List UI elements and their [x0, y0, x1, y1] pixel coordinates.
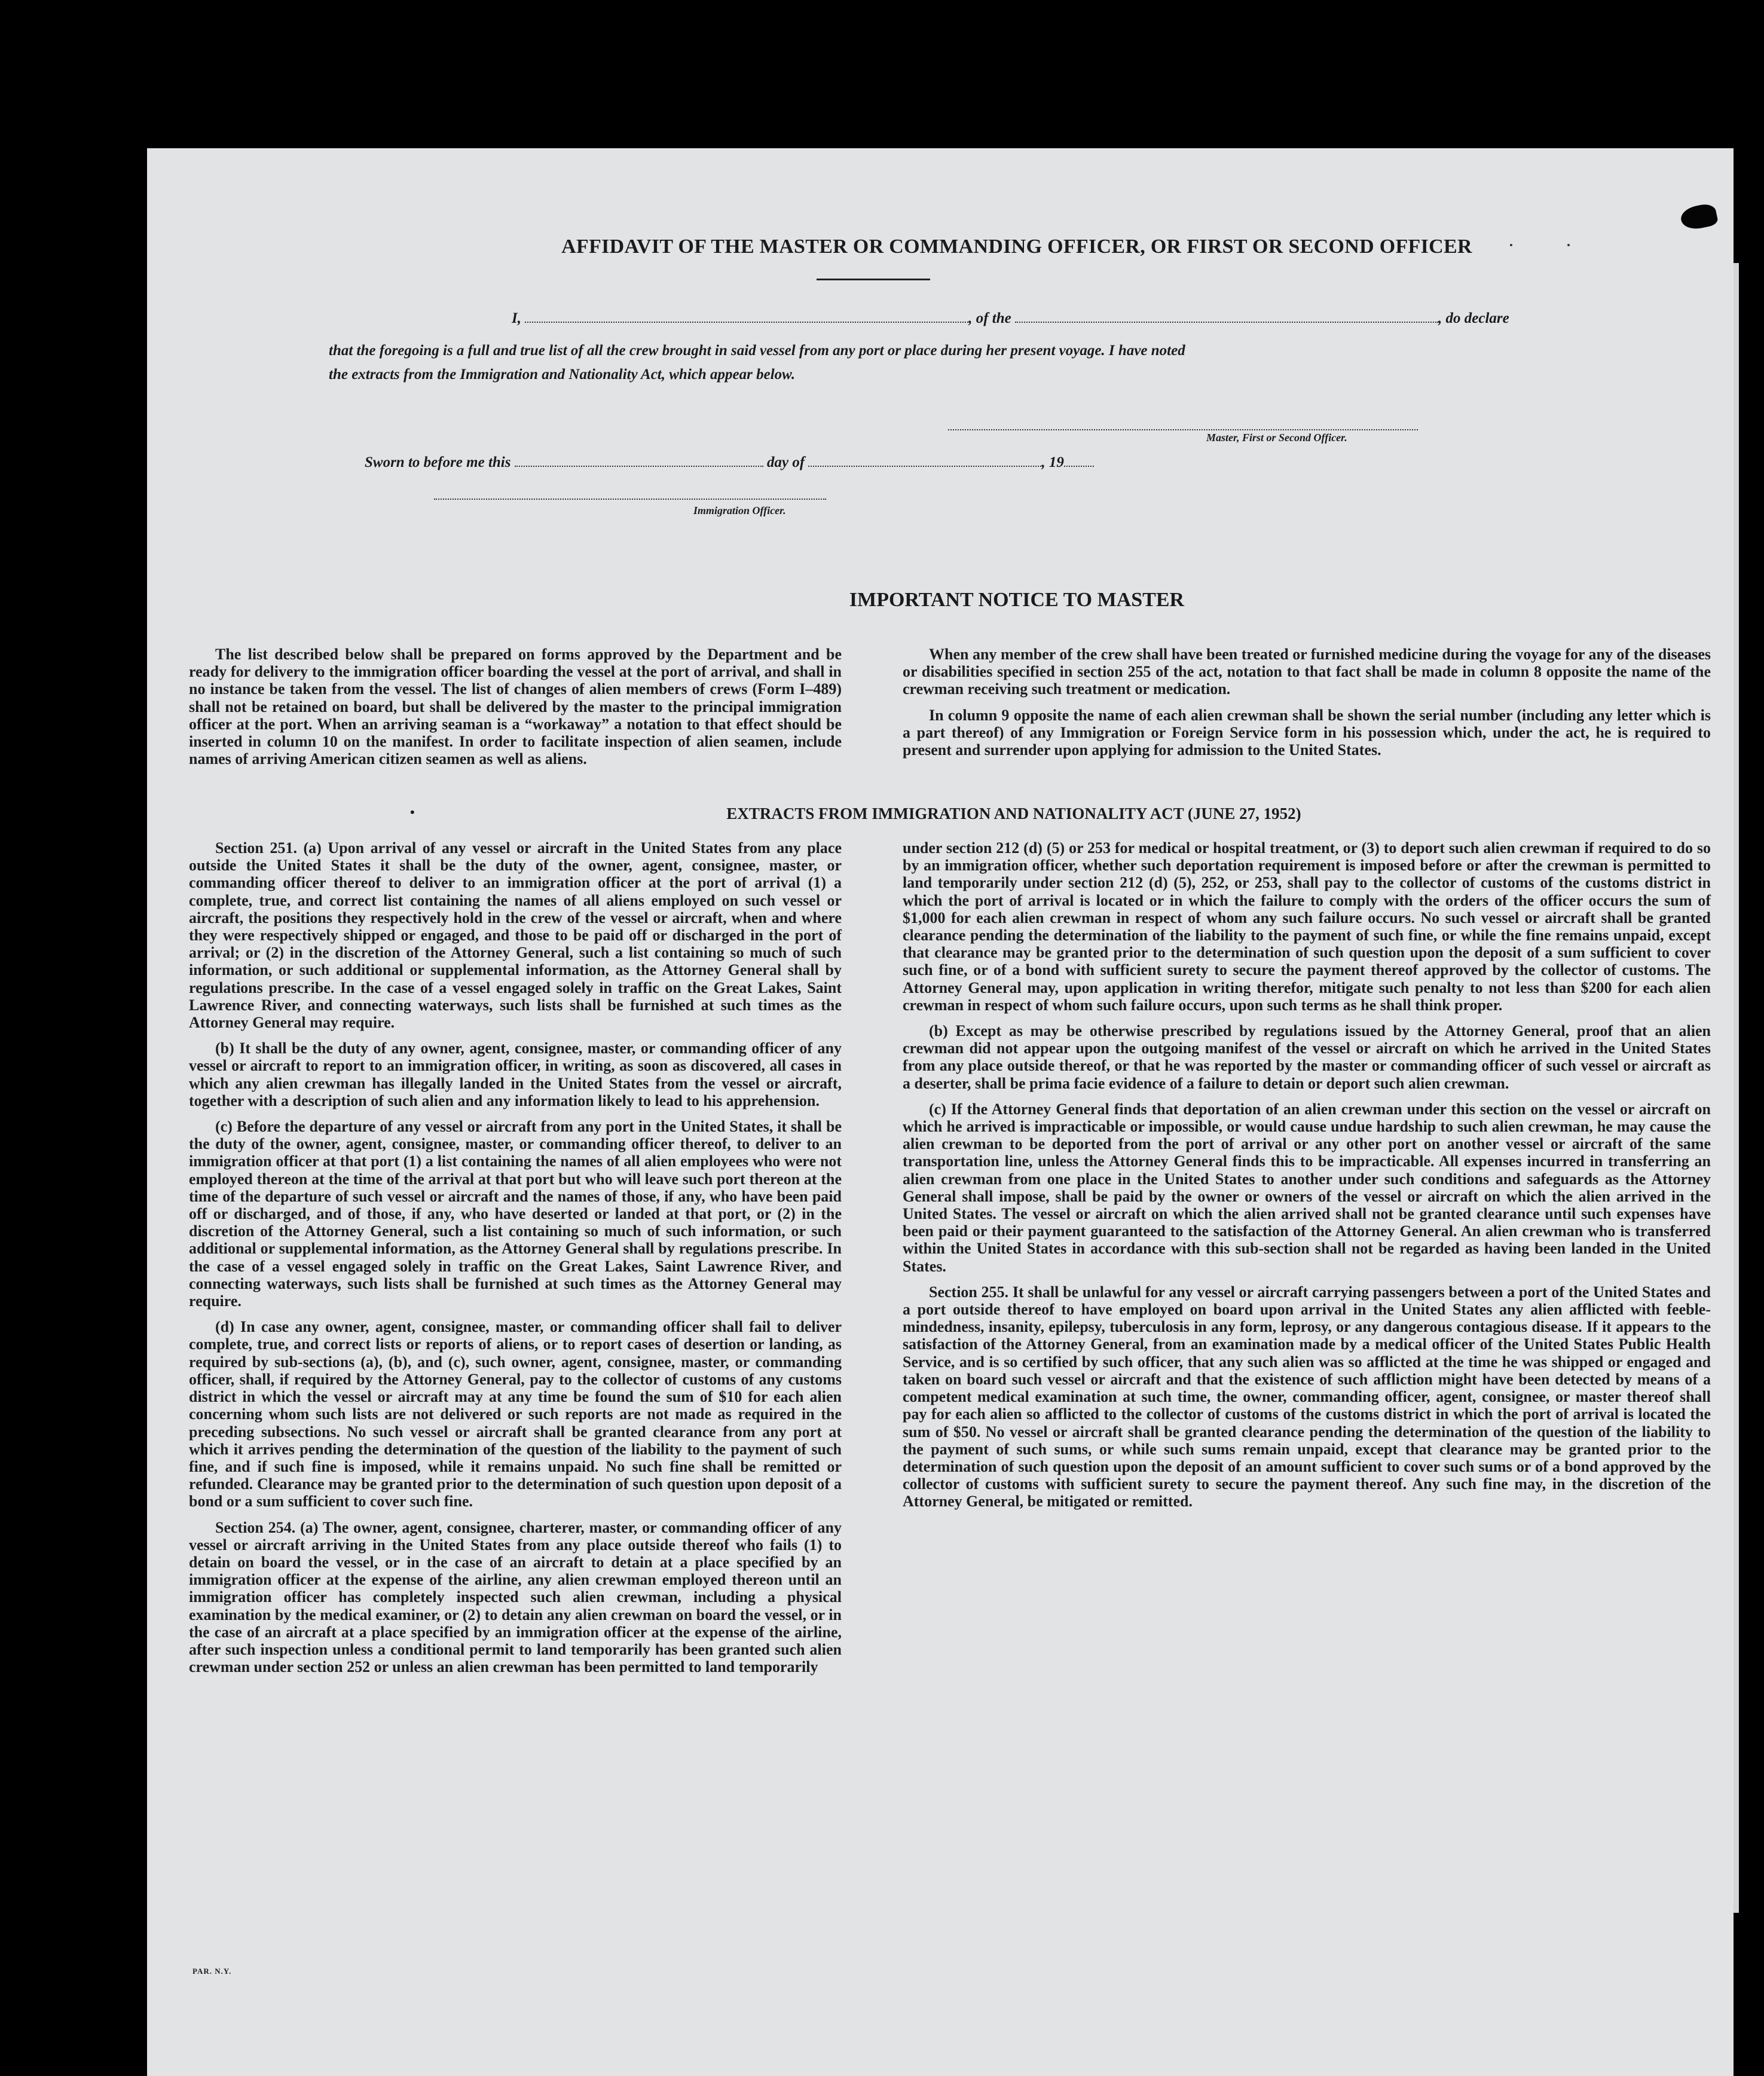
notice-right-column — [903, 646, 1711, 767]
declaration-line-1 — [363, 306, 1509, 331]
extract-paragraph: under section 212 (d) (5) or 253 for medical or hospital treatment, or (3) to deport such alien crewman if required to do so by an immigration officer, whether such deportation requirement is imposed before or after the crewman is permitted to land temporarily under section 212 (d) (5), 252, or 253, shall pay to the collector of customs of the customs district in which the port of arrival is located or in which the failure to comply with the orders of the officer occurs the sum of $1,000 for each alien crewman in respect of whom any such failure occurs. No such vessel or aircraft shall be granted clearance pending the determination of the liability to the payment of such fine, or while the fine remains unpaid, except that clearance may be granted prior to the determination of such question upon the deposit of a sum sufficient to cover such fine, or of a bond with sufficient surety to secure the payment thereof approved by the collector of customs. The Attorney General may, upon application in writing therefor, mitigate such penalty to not less than $200 for each alien crewman in respect of whom such failure occurs, upon such terms as he shall think proper. — [903, 839, 1711, 1014]
printer-mark: PAR. N.Y. — [192, 1967, 232, 1976]
decl-i: I, — [512, 310, 521, 326]
master-signature-line[interactable] — [948, 429, 1418, 430]
decl-of-the: , of the — [968, 310, 1011, 326]
notice-left-column — [189, 646, 842, 776]
notice-right-paragraph-2: In column 9 opposite the name of each alien crewman shall be shown the serial number (including any letter which is a part thereof) of any Immigration or Foreign Service form in his possession which, under the act, he is required to present and surrender upon applying for admission to the United States. — [903, 706, 1711, 759]
notice-title: IMPORTANT NOTICE TO MASTER — [849, 589, 1185, 611]
extract-paragraph: Section 254. (a) The owner, agent, consignee, charterer, master, or commanding officer of any vessel or aircraft arriving in the United States from any place outside thereof who fails (1) to detain on board the vessel, or in the case of an aircraft to detain at a place specified by an immigration officer at the expense of the airline, any alien crewman employed thereon until an immigration officer has completely inspected such alien crewman, including a physical examination by the medical examiner, or (2) to detain any alien crewman on board the vessel, or in the case of an aircraft at a place specified by an immigration officer at the expense of the airline, after such inspection unless a conditional permit to land temporarily has been granted such alien crewman under section 252 or unless an alien crewman has been permitted to land temporarily — [189, 1518, 842, 1676]
master-label: Master, First or Second Officer. — [1206, 432, 1347, 444]
extract-paragraph: Section 255. It shall be unlawful for any vessel or aircraft carrying passengers between a port of the United States and a port outside thereof to have employed on board upon arrival in the United States any alien afflicted with feeble-mindedness, insanity, epilepsy, tuberculosis in any form, leprosy, or any dangerous contagious disease. If it appears to the satisfaction of the Attorney General, from an examination made by a medical officer of the United States Public Health Service, and is so certified by such officer, that any such alien was so afflicted at the time he was shipped or engaged and taken on board such vessel or aircraft and that the existence of such affliction might have been detected by means of a competent medical examination at such time, the owner, commanding officer, agent, consignee, or master thereof shall pay for each alien so afflicted to the collector of customs of the customs district in which the port of arrival is located the sum of $50. No vessel or aircraft shall be granted clearance pending the determination of the question of the liability to the payment of such sums, or while such sums remain unpaid, except that clearance may be granted prior to the determination of such question upon the deposit of an amount sufficient to cover such sums or of a bond approved by the collector of customs with sufficient surety to secure the payment thereof. Any such fine may, in the discretion of the Attorney General, be mitigated or remitted. — [903, 1283, 1711, 1511]
extract-paragraph: (b) It shall be the duty of any owner, agent, consignee, master, or commanding officer of any vessel or aircraft to report to an immigration officer, in writing, as soon as discovered, all cases in which any alien crewman has illegally landed in the United States from the vessel or aircraft, together with a description of such alien and any information likely to lead to his apprehension. — [189, 1039, 842, 1109]
extract-paragraph: (c) Before the departure of any vessel or aircraft from any port in the United States, it shall be the duty of the owner, agent, consignee, master, or commanding officer thereof, to deliver to an immigration officer at that port (1) a list containing the names of all alien employees who were not employed thereon at the time of the arrival at that port but who will leave such port thereon at the time of the departure of such vessel or aircraft and the names of those, if any, who have been paid off or discharged, and of those, if any, who have deserted or landed at that port, or (2) in the discretion of the Attorney General, such a list containing so much of such information, or such additional or supplemental information, as the Attorney General shall by regulations prescribe. In the case of a vessel engaged solely in traffic on the Great Lakes, Saint Lawrence River, and connecting waterways, such lists shall be furnished at such times as the Attorney General may require. — [189, 1118, 842, 1310]
sworn-line — [365, 450, 1094, 475]
extract-paragraph: Section 251. (a) Upon arrival of any vessel or aircraft in the United States from any place outside the United States it shall be the duty of the owner, agent, consignee, master, or commanding officer thereof to deliver to an immigration officer at the port of arrival (1) a complete, true, and correct list containing the names of all aliens employed on such vessel or aircraft, the positions they respectively hold in the crew of the vessel or aircraft, when and where they were respectively shipped or engaged, and those to be paid off or discharged in the port of arrival; or (2) in the discretion of the Attorney General, such a list containing so much of such information, or such additional or supplemental information, as the Attorney General shall by regulations prescribe. In the case of a vessel engaged solely in traffic on the Great Lakes, Saint Lawrence River, and connecting waterways, such lists shall be furnished at such times as the Attorney General may require. — [189, 839, 842, 1032]
sworn-text: Sworn to before me this — [365, 454, 511, 470]
decl-do-declare: , do declare — [1438, 310, 1509, 326]
name-blank[interactable] — [525, 310, 968, 323]
notice-left-paragraph: The list described below shall be prepared on forms approved by the Department and be ready for delivery to the immigration officer boarding the vessel at the port of arrival, and shall in no instance be taken from the vessel. The list of changes of alien members of crews (Form I–489) shall not be retained on board, but shall be delivered by the master to the principal immigration officer at the port. When an arriving seaman is a “workaway” a notation to that effect should be inserted in column 10 on the manifest. In order to facilitate inspection of alien seamen, include names of arriving American citizen seamen as well as aliens. — [189, 646, 842, 768]
declaration-line-2: that the foregoing is a full and true list of all the crew brought in said vessel from any port or place during her present voyage. I have noted — [329, 343, 1185, 359]
year-prefix: , 19 — [1041, 454, 1064, 470]
vessel-blank[interactable] — [1015, 310, 1438, 323]
title-rule — [817, 279, 930, 280]
immigration-officer-label: Immigration Officer. — [693, 505, 786, 516]
extracts-title: EXTRACTS FROM IMMIGRATION AND NATIONALITY ACT (JUNE 27, 1952) — [726, 805, 1301, 823]
day-of-text: day of — [766, 454, 805, 470]
declaration-line-3: the extracts from the Immigration and Nationality Act, which appear below. — [329, 366, 796, 383]
bullet-mark: • — [410, 805, 415, 820]
affidavit-title: AFFIDAVIT OF THE MASTER OR COMMANDING OFFICER, OR FIRST OR SECOND OFFICER — [561, 236, 1472, 258]
extracts-right-column — [903, 839, 1711, 1519]
month-blank[interactable] — [808, 454, 1041, 467]
extract-paragraph: (c) If the Attorney General finds that deportation of an alien crewman under this section on the vessel or aircraft on which he arrived is impracticable or impossible, or would cause undue hardship to such alien crewman, he may cause the alien crewman to be deported from the port of arrival or any other port on another vessel or aircraft of the same transportation line, unless the Attorney General finds this to be impracticable. All expenses incurred in transferring an alien crewman from one place in the United States to another under such conditions and safeguards as the Attorney General shall impose, shall be paid by the owner or owners of the vessel or aircraft on which the alien arrived in the United States. The vessel or aircraft on which the alien arrived shall not be granted clearance until such expenses have been paid or their payment guaranteed to the satisfaction of the Attorney General. An alien crewman who is transferred within the United States in accordance with this sub-section shall not be regarded as having been landed in the United States. — [903, 1100, 1711, 1275]
year-blank[interactable] — [1064, 454, 1094, 467]
notice-right-paragraph-1: When any member of the crew shall have been treated or furnished medicine during the voyage for any of the diseases or disabilities specified in section 255 of the act, notation to that fact shall be made in column 8 opposite the name of the crewman receiving such treatment or medication. — [903, 646, 1711, 698]
extracts-left-column — [189, 839, 842, 1684]
ink-blot — [1679, 202, 1719, 232]
extract-paragraph: (d) In case any owner, agent, consignee, master, or commanding officer shall fail to deliver complete, true, and correct lists or reports of aliens, or to report cases of desertion or landing, as required by sub-sections (a), (b), and (c), such owner, agent, consignee, master, or commanding officer, shall, if required by the Attorney General, pay to the collector of customs of any customs district in which the vessel or aircraft may at any time be found the sum of $10 for each alien concerning whom such lists are not delivered or such reports are not made as required in the preceding subsections. No such vessel or aircraft shall be granted clearance from any port at which it arrives pending the determination of the question of the liability to the payment of such fine, and if such fine is imposed, while it remains unpaid. No such fine shall be remitted or refunded. Clearance may be granted prior to the determination of such question upon deposit of a bond or a sum sufficient to cover such fine. — [189, 1318, 842, 1511]
immigration-officer-signature-line[interactable] — [434, 499, 826, 500]
document-page — [147, 148, 1734, 2076]
extract-paragraph: (b) Except as may be otherwise prescribed by regulations issued by the Attorney General, proof that an alien crewman did not appear upon the outgoing manifest of the vessel or aircraft on which he arrived in the United States from any place outside thereof, or that he was reported by the master or commanding officer of such vessel or aircraft as a deserter, shall be prima facie evidence of a failure to detain or deport such alien crewman. — [903, 1022, 1711, 1092]
day-blank[interactable] — [515, 454, 763, 467]
